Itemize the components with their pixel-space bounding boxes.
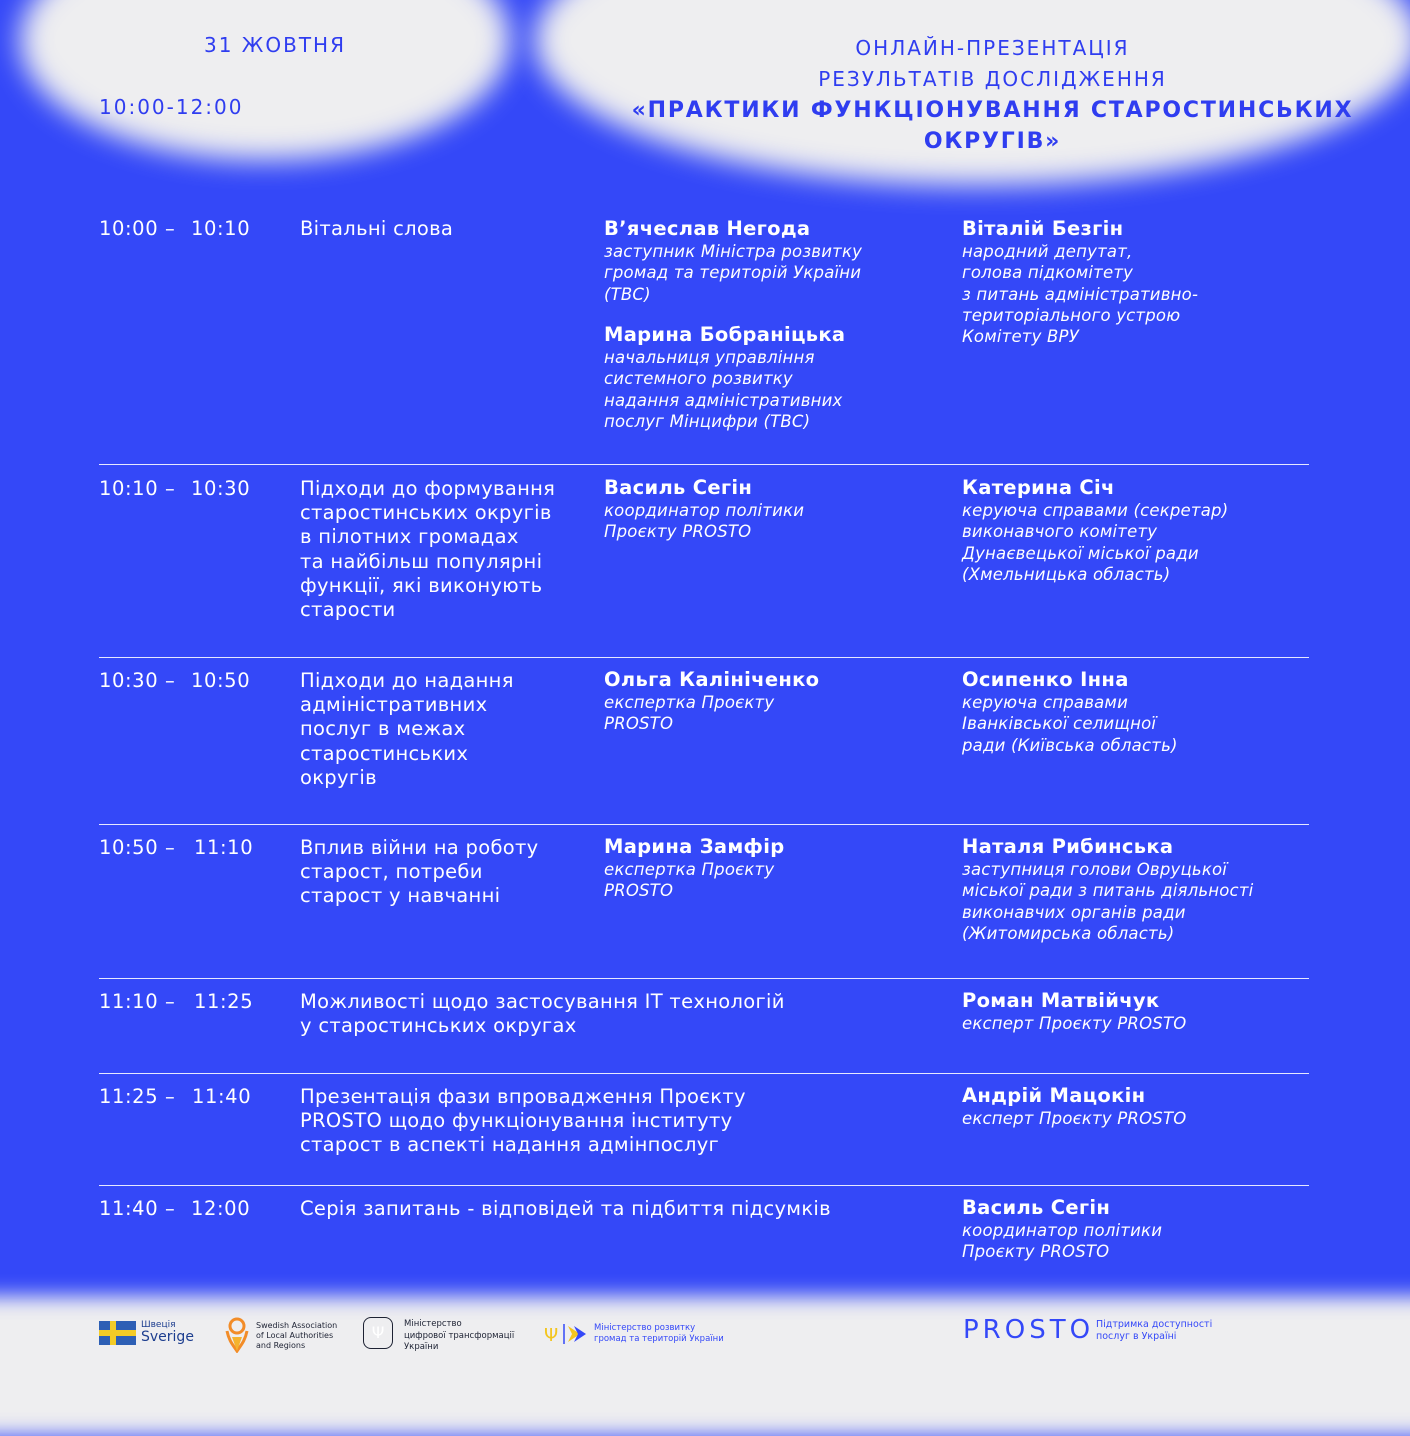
speaker-name: В’ячеслав Негода <box>604 217 811 240</box>
time-range: 11:25 – 11:40 <box>99 1085 252 1108</box>
speaker-role: експертка Проєкту PROSTO <box>604 693 775 734</box>
sweden-small-label: Швеція <box>141 1320 176 1330</box>
salar-logo-text <box>256 1321 337 1351</box>
svg-text:Ψ: Ψ <box>544 1325 559 1346</box>
title-line-3: «ПРАКТИКИ ФУНКЦІОНУВАННЯ СТАРОСТИНСЬКИХ ОКРУГІВ» <box>631 98 1354 154</box>
event-date: 31 ЖОВТНЯ <box>204 33 346 57</box>
speaker-role: заступниця голови Овруцької міської ради з питань діяльності виконавчих органів ради (Житомирська область) <box>962 860 1254 943</box>
speaker-role: заступник Міністра розвитку громад та територій України (ТВС) <box>604 242 863 304</box>
mdt-line-1: Міністерство <box>404 1319 462 1329</box>
speaker-role: керуюча справами (секретар) виконавчого комітету Дунаєвецької міської ради (Хмельницька область) <box>962 501 1229 584</box>
header-date-highlight <box>20 0 510 160</box>
time-end: 11:40 <box>192 1085 252 1108</box>
time-end: 12:00 <box>191 1197 251 1220</box>
time-range: 10:10 – 10:30 <box>99 477 251 500</box>
agenda-topic: Підходи до формування старостинських округів в пілотних громадах та найбільш популярні функції, які виконують старости <box>300 477 556 622</box>
agenda-topic: Вітальні слова <box>300 217 454 240</box>
agenda-row <box>99 1073 1309 1185</box>
time-range: 11:40 – 12:00 <box>99 1197 251 1220</box>
agenda-topic: Вплив війни на роботу старост, потреби старост у навчанні <box>300 836 539 908</box>
time-start: 11:10 <box>99 990 159 1013</box>
speaker-role: координатор політики Проєкту PROSTO <box>604 501 805 542</box>
speaker-name: Василь Сегін <box>604 476 753 499</box>
speaker-name: Осипенко Інна <box>962 668 1129 691</box>
prosto-tagline <box>1096 1319 1212 1342</box>
speaker <box>962 835 1253 944</box>
time-end: 10:30 <box>191 477 251 500</box>
time-end: 11:25 <box>194 990 254 1013</box>
speaker-role: експертка Проєкту PROSTO <box>604 860 775 901</box>
speaker-role: координатор політики Проєкту PROSTO <box>962 1221 1163 1262</box>
speaker-role: експерт Проєкту PROSTO <box>962 1109 1187 1128</box>
mdt-line-2: цифрової трансформації <box>404 1330 515 1341</box>
speaker-name: Ольга Калініченко <box>604 668 820 691</box>
time-start: 11:25 <box>99 1085 159 1108</box>
salar-line-2: of Local Authorities <box>256 1331 334 1340</box>
agenda-row <box>99 824 1309 978</box>
salar-logo-icon <box>224 1317 250 1353</box>
speaker-name: Роман Матвійчук <box>962 989 1160 1012</box>
time-range: 10:00 – 10:10 <box>99 217 251 240</box>
speaker <box>604 835 784 902</box>
speaker-name: Віталій Безгін <box>962 217 1124 240</box>
speaker-role: експерт Проєкту PROSTO <box>962 1014 1187 1033</box>
agenda-row <box>99 464 1309 657</box>
speaker-name: Марина Замфір <box>604 835 785 858</box>
time-range: 10:30 – 10:50 <box>99 669 251 692</box>
agenda-row <box>99 978 1309 1073</box>
time-start: 10:00 <box>99 217 159 240</box>
event-time: 10:00-12:00 <box>99 95 244 119</box>
time-start: 10:50 <box>99 836 159 859</box>
speaker-name: Василь Сегін <box>962 1196 1111 1219</box>
agenda-row <box>99 1185 1309 1286</box>
agenda-topic: Презентація фази впровадження Проєкту PROSTO щодо функціонування інституту старост в аспекті надання адмінпослуг <box>300 1085 746 1157</box>
title-line-2: РЕЗУЛЬТАТІВ ДОСЛІДЖЕННЯ <box>818 67 1167 91</box>
sweden-flag-icon <box>99 1321 136 1345</box>
agenda-topic: Можливості щодо застосування ІТ технологій у старостинських округах <box>300 990 785 1038</box>
speaker <box>604 217 862 305</box>
title-line-1: ОНЛАЙН-ПРЕЗЕНТАЦІЯ <box>855 36 1130 60</box>
mdt-logo-text <box>404 1319 514 1354</box>
sweden-logo-text <box>141 1319 194 1345</box>
mrg-line-2: громад та територій України <box>594 1334 724 1344</box>
footer-band <box>0 1296 1410 1436</box>
salar-line-3: and Regions <box>256 1341 306 1350</box>
speaker-name: Катерина Січ <box>962 476 1115 499</box>
trident-icon: Ψ <box>363 1317 393 1349</box>
time-end: 10:50 <box>191 669 251 692</box>
prosto-tagline-1: Підтримка доступності <box>1096 1319 1213 1330</box>
speaker <box>962 476 1228 585</box>
agenda-topic: Підходи до надання адміністративних послуг в межах старостинських округів <box>300 669 514 789</box>
speaker <box>604 323 845 432</box>
time-start: 10:30 <box>99 669 159 692</box>
time-start: 10:10 <box>99 477 159 500</box>
speaker-role: начальниця управління системного розвитку надання адміністративних послуг Мінцифри (ТВС) <box>604 348 843 431</box>
speaker <box>962 217 1198 347</box>
event-title <box>590 33 1395 157</box>
speaker-role: народний депутат, голова підкомітету з питань адміністративно- територіального устрою Комітету ВРУ <box>962 242 1199 347</box>
ministry-regions-logo-text <box>594 1323 724 1345</box>
speaker <box>962 668 1178 756</box>
ministry-regions-logo-icon <box>544 1322 588 1346</box>
speaker-name: Марина Бобраніцька <box>604 323 846 346</box>
prosto-tagline-2: послуг в Україні <box>1096 1330 1177 1342</box>
time-end: 11:10 <box>194 836 254 859</box>
time-range: 10:50 – 11:10 <box>99 836 254 859</box>
prosto-logo: PROSTO <box>963 1315 1095 1345</box>
sweden-big-label: Sverige <box>141 1329 194 1345</box>
speaker-name: Наталя Рибинська <box>962 835 1174 858</box>
time-start: 11:40 <box>99 1197 159 1220</box>
speaker <box>604 476 804 543</box>
agenda-row <box>99 217 1309 463</box>
speaker-name: Андрій Мацокін <box>962 1084 1146 1107</box>
time-range: 11:10 – 11:25 <box>99 990 254 1013</box>
time-end: 10:10 <box>191 217 251 240</box>
speaker-role: керуюча справами Іванківської селищної ради (Київська область) <box>962 693 1178 755</box>
speaker <box>962 1084 1186 1129</box>
mrg-line-1: Міністерство розвитку <box>594 1323 696 1333</box>
salar-line-1: Swedish Association <box>256 1321 338 1330</box>
agenda-topic: Серія запитань - відповідей та підбиття підсумків <box>300 1197 831 1220</box>
speaker <box>604 668 819 735</box>
agenda-row <box>99 657 1309 824</box>
speaker <box>962 1196 1162 1263</box>
mdt-line-3: України <box>404 1342 439 1352</box>
speaker <box>962 989 1186 1034</box>
